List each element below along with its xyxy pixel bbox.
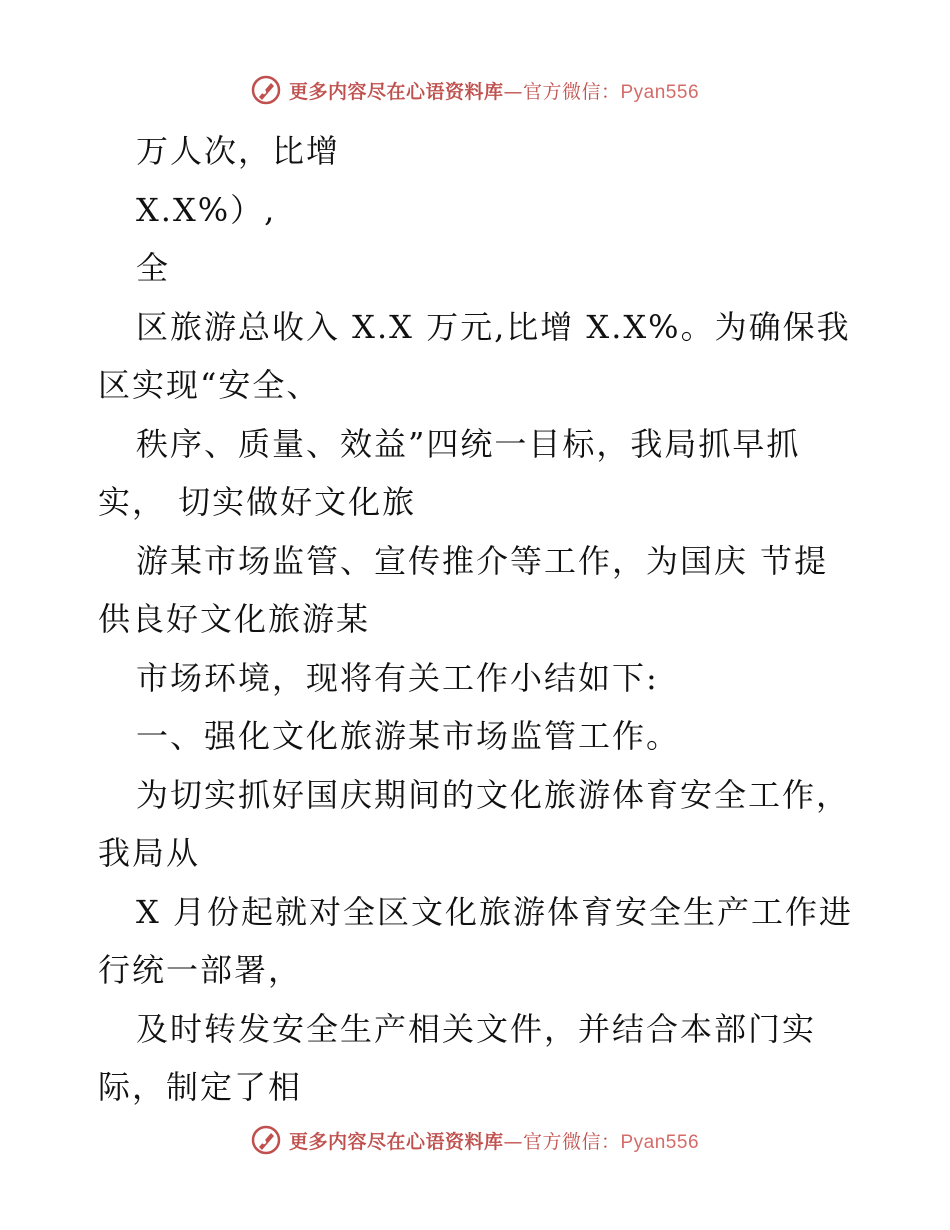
watermark-separator: —: [503, 1130, 523, 1153]
text-line: X 月份起就对全区文化旅游体育安全生产工作进: [136, 892, 853, 931]
pen-logo-icon: [251, 75, 281, 105]
document-body: [98, 122, 858, 1117]
text-line: 市场环境，现将有关工作小结如下:: [136, 658, 659, 697]
watermark-main: 更多内容尽在心语资料库: [288, 1130, 504, 1153]
pen-logo-icon: [251, 1125, 281, 1155]
watermark-main: 更多内容尽在心语资料库: [288, 80, 504, 103]
text-line: 一、强化文化旅游某市场监管工作。: [136, 717, 681, 755]
text-line: 区实现“安全、: [98, 366, 321, 404]
text-line: 及时转发安全生产相关文件，并结合本部门实: [136, 1009, 817, 1048]
text-line: 行统一部署，: [98, 951, 303, 989]
text-line: 供良好文化旅游某: [98, 600, 371, 638]
watermark-id: Pyan556: [620, 81, 700, 103]
header-watermark: [0, 70, 950, 110]
text-line: 为切实抓好国庆期间的文化旅游体育安全工作，: [136, 775, 851, 814]
text-line: 秩序、质量、效益”四统一目标，我局抓早抓: [136, 424, 801, 463]
text-line: X.X%）,: [136, 190, 277, 229]
watermark-label: 官方微信：: [522, 80, 621, 103]
watermark-separator: —: [503, 80, 523, 103]
text-line: 区旅游总收入 X.X 万元,比增 X.X%。为确保我: [136, 307, 851, 346]
text-line: 我局从: [98, 834, 201, 872]
text-line: 万人次，比增: [136, 132, 341, 170]
watermark-text: [289, 1127, 699, 1154]
footer-watermark: [0, 1120, 950, 1160]
text-line: 际，制定了相: [98, 1068, 303, 1106]
text-line: 实， 切实做好文化旅: [98, 483, 417, 521]
text-line: 全: [136, 249, 171, 287]
text-line: 游某市场监管、宣传推介等工作，为国庆 节提: [136, 541, 829, 580]
watermark-id: Pyan556: [620, 1131, 700, 1153]
watermark-text: [289, 77, 699, 104]
watermark-label: 官方微信：: [522, 1130, 621, 1153]
